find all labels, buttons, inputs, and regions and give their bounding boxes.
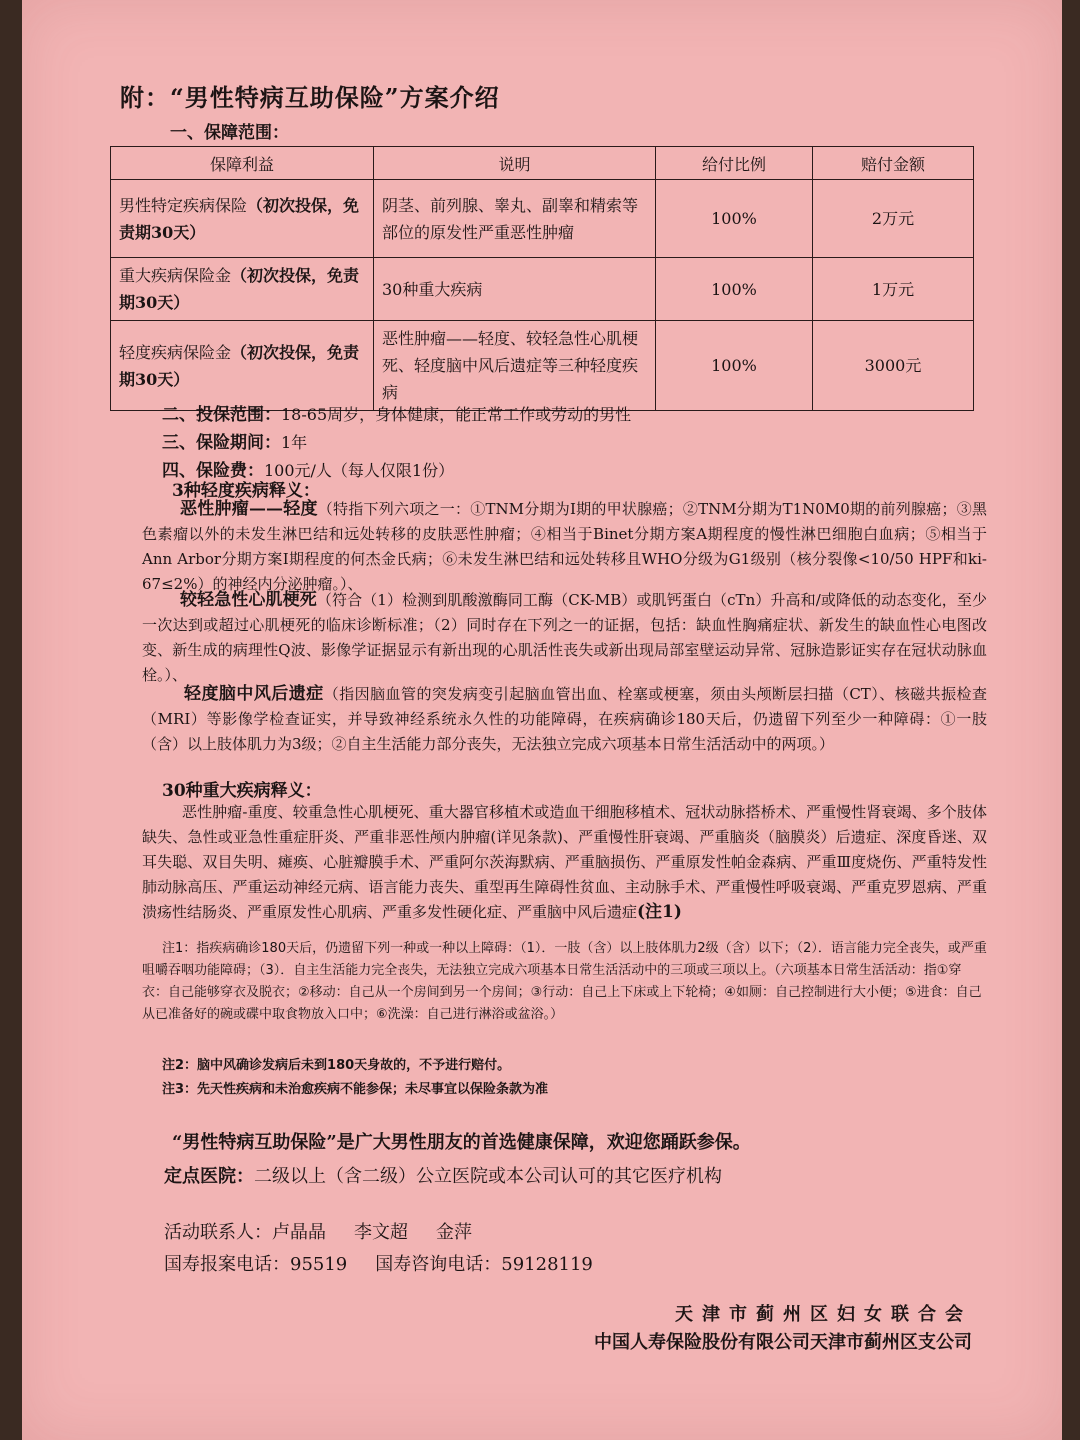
hospital-label: 定点医院： [164,1166,254,1187]
document-page [22,0,1062,1440]
description-cell: 30种重大疾病 [374,258,656,321]
mild-disease-name: 轻度脑中风后遗症 [184,684,324,704]
consult-phone: 59128119 [501,1254,593,1275]
phone-numbers [164,1250,621,1276]
contact-name: 李文超 [354,1222,408,1243]
issuer-womens-federation: 天津市蓟州区妇女联合会 [675,1304,972,1325]
mild-disease-item [142,588,987,688]
insurance-period-label: 三、保险期间： [162,433,281,453]
ratio-cell: 100% [656,258,813,321]
issuer-insurance-company: 中国人寿保险股份有限公司天津市蓟州区支公司 [594,1332,972,1353]
contact-persons [164,1218,500,1244]
column-header: 赔付金额 [813,147,974,180]
page-title: 附：“男性特病互助保险”方案介绍 [120,83,500,112]
report-phone: 95519 [290,1254,348,1275]
amount-cell: 2万元 [813,180,974,258]
note-2: 注2：脑中风确诊发病后未到180天身故的，不予进行赔付。 [162,1058,511,1073]
major-disease-text: 恶性肿瘤-重度、较重急性心肌梗死、重大器官移植术或造血干细胞移植术、冠状动脉搭桥术、严重慢性肾衰竭、多个肢体缺失、急性或亚急性重症肝炎、严重非恶性颅内肿瘤(详见条款)、严重慢性肝衰竭、严重脑炎（脑膜炎）后遗症、深度昏迷、双耳失聪、双目失明、瘫痪、心脏瓣膜手术、严重阿尔茨海默病、严重脑损伤、严重原发性帕金森病、严重Ⅲ度烧伤、严重特发性肺动脉高压、严重运动神经元病、语言能力丧失、重型再生障碍性贫血、主动脉手术、严重慢性呼吸衰竭、严重克罗恩病、严重溃疡性结肠炎、严重原发性心肌病、严重多发性硬化症、严重脑中风后遗症 [142,803,987,921]
major-disease-list [142,800,987,925]
ratio-cell: 100% [656,180,813,258]
mild-disease-item [142,682,987,757]
table-header-row [111,147,974,180]
mild-disease-text: （符合（1）检测到肌酸激酶同工酶（CK-MB）或肌钙蛋白（cTn）升高和/或降低的动态变化，至少一次达到或超过心肌梗死的临床诊断标准；（2）同时存在下列之一的证据，包括：缺血性胸痛症状、新发生的缺血性心电图改变、新生成的病理性Q波、影像学证据显示有新出现的心肌活性丧失或新出现局部室壁运动异常、冠脉造影证实存在冠状动脉血栓。）、 [142,591,988,684]
table-row [111,258,974,321]
description-cell: 恶性肿瘤——轻度、较轻急性心肌梗死、轻度脑中风后遗症等三种轻度疾病 [374,321,656,411]
contact-name: 卢晶晶 [272,1222,326,1243]
insured-scope-text: 18-65周岁，身体健康，能正常工作或劳动的男性 [281,405,632,424]
benefit-cell: 轻度疾病保险金（初次投保，免责期30天） [111,321,374,411]
hospital-text: 二级以上（含二级）公立医院或本公司认可的其它医疗机构 [254,1166,722,1187]
benefit-cell: 男性特定疾病保险（初次投保，免责期30天） [111,180,374,258]
major-disease-note-ref: (注1) [637,902,682,922]
table-row [111,180,974,258]
consult-phone-label: 国寿咨询电话： [375,1254,502,1275]
slogan: “男性特病互助保险”是广大男性朋友的首选健康保障，欢迎您踊跃参保。 [172,1132,751,1153]
insurance-period-text: 1年 [281,433,308,452]
section-heading-coverage: 一、保障范围： [170,123,289,143]
premium-text: 100元/人（每人仅限1份） [264,461,455,480]
benefit-cell: 重大疾病保险金（初次投保，免责期30天） [111,258,374,321]
coverage-table [110,146,974,411]
contact-name: 金萍 [436,1222,472,1243]
insured-scope [162,400,631,425]
insurance-period [162,428,307,453]
description-cell: 阴茎、前列腺、睾丸、副睾和精索等部位的原发性严重恶性肿瘤 [374,180,656,258]
table-row [111,321,974,411]
report-phone-label: 国寿报案电话： [164,1254,290,1275]
mild-disease-name: 较轻急性心肌梗死 [180,590,317,610]
insured-scope-label: 二、投保范围： [162,405,281,425]
column-header: 说明 [374,147,656,180]
contacts-label: 活动联系人： [164,1222,272,1243]
amount-cell: 3000元 [813,321,974,411]
mild-disease-text: （指因脑血管的突发病变引起脑血管出血、栓塞或梗塞，须由头颅断层扫描（CT）、核磁共振检查（MRI）等影像学检查证实，并导致神经系统永久性的功能障碍，在疾病确诊180天后，仍遗留下列至少一种障碍：①一肢（含）以上肢体肌力为3级；②自主生活能力部分丧失，无法独立完成六项基本日常生活活动中的两项。） [142,685,987,753]
mild-disease-item [142,497,987,597]
column-header: 保障利益 [111,147,374,180]
premium-label: 四、保险费： [162,461,264,481]
note-1: 注1：指疾病确诊180天后，仍遗留下列一种或一种以上障碍：（1）．一肢（含）以上肢体肌力2级（含）以下；（2）．语言能力完全丧失，或严重咀嚼吞咽功能障碍；（3）．自主生活能力完全丧失，无法独立完成六项基本日常生活活动中的三项或三项以上。（六项基本日常生活活动：指①穿衣：自己能够穿衣及脱衣；②移动：自己从一个房间到另一个房间；③行动：自己上下床或上下轮椅；④如厕：自己控制进行大小便；⑤进食：自己从已准备好的碗或碟中取食物放入口中；⑥洗澡：自己进行淋浴或盆浴。） [142,941,987,1022]
major-disease-heading: 30种重大疾病释义： [162,781,322,801]
note-3: 注3：先天性疾病和未治愈疾病不能参保；未尽事宜以保险条款为准 [162,1082,549,1097]
mild-disease-heading: 3种轻度疾病释义： [172,481,320,501]
mild-disease-name: 恶性肿瘤——轻度 [180,499,318,519]
designated-hospital [164,1162,722,1188]
column-header: 给付比例 [656,147,813,180]
mild-disease-text: （特指下列六项之一：①TNM分期为Ⅰ期的甲状腺癌；②TNM分期为T1N0M0期的前列腺癌；③黑色素瘤以外的未发生淋巴结和远处转移的皮肤恶性肿瘤；④相当于Binet分期方案A期程度的慢性淋巴细胞白血病；⑤相当于Ann Arbor分期方案Ⅰ期程度的何杰金氏病；⑥未发生淋巴结和远处转移且WHO分级为G1级别（核分裂像<10/50 HPF和ki-67≤2%）的神经内分泌肿瘤。）、 [142,500,987,593]
ratio-cell: 100% [656,321,813,411]
amount-cell: 1万元 [813,258,974,321]
